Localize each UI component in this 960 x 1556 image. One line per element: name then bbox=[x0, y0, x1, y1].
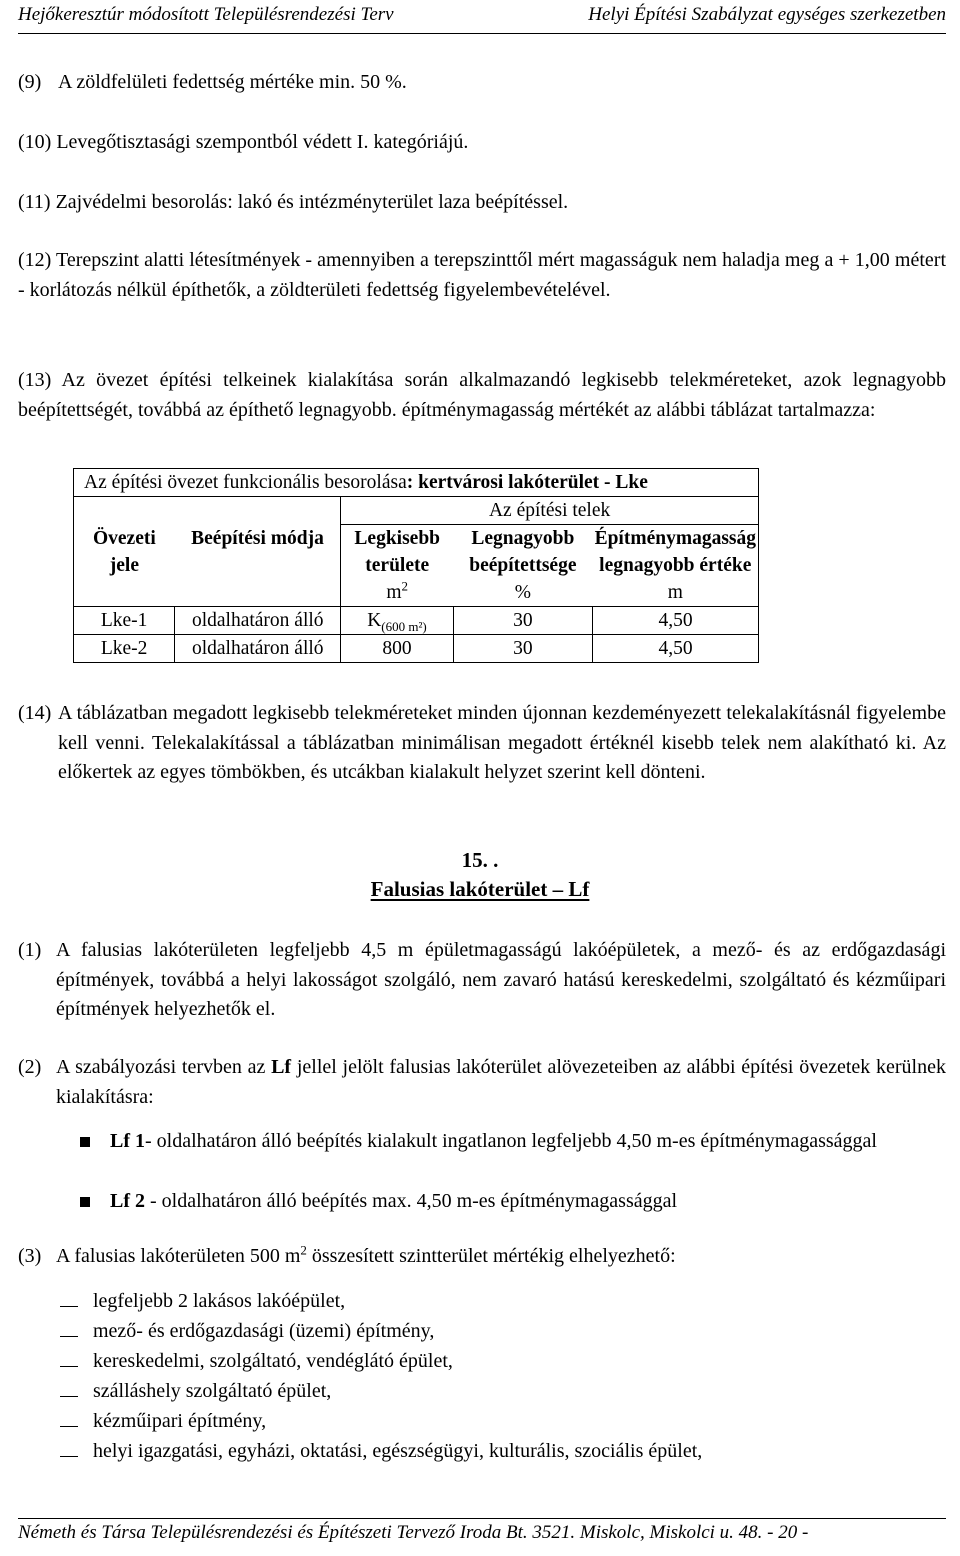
col-min-area: Legkisebb területe $m^2$ bbox=[341, 525, 453, 607]
col-build-mode: Beépítési módja bbox=[175, 525, 341, 607]
paragraph-number: (11) bbox=[18, 191, 51, 213]
list-item: legfeljebb 2 lakásos lakóépület, bbox=[60, 1286, 940, 1316]
paragraph-11 bbox=[18, 188, 946, 218]
list-item: Lf 1- oldalhatáron álló beépítés kialakult ingatlanon legfeljebb 4,50 m-es építménymagassággal bbox=[80, 1127, 946, 1157]
table-row: Lke-1 oldalhatáron álló $K_{(600 m^2)}$ 30 4,50 bbox=[74, 607, 759, 635]
footer-divider bbox=[18, 1518, 946, 1519]
dash-bullet-icon bbox=[60, 1406, 93, 1436]
lf-paragraph-1 bbox=[18, 936, 946, 1025]
paragraph-text: Levegőtisztasági szempontból védett I. kategóriájú. bbox=[56, 131, 469, 153]
list-item: Lf 2 - oldalhatáron álló beépítés max. 4,50 m-es építménymagassággal bbox=[80, 1187, 946, 1217]
dash-bullet-icon bbox=[60, 1436, 93, 1466]
paragraph-text: A szabályozási tervben az Lf jellel jelölt falusias lakóterület alövezeteiben az alábbi építési övezetek kerülnek kialakításra: bbox=[56, 1056, 946, 1108]
paragraph-14 bbox=[18, 699, 946, 788]
table-group-header: Az építési telek bbox=[341, 497, 759, 525]
paragraph-number: (10) bbox=[18, 131, 52, 153]
paragraph-text: A falusias lakóterületen legfeljebb 4,5 m épületmagasságú lakóépületek, a mező- és az erdőgazdasági építmények, továbbá a helyi lakosságot szolgáló, nem zavaró hatású kereskedelmi, szolgáltató és kézműipari építmények helyezhetők el. bbox=[56, 939, 946, 1020]
table-row: Lke-2 oldalhatáron álló 800 30 4,50 bbox=[74, 635, 759, 663]
paragraph-12: (12) Terepszint alatti létesítmények - amennyiben a terepszinttől mért magasságuk nem haladja meg a + 1,00 métert - korlátozás nélkül építhetők, a zöldterületi fedettség figyelembevételével. bbox=[18, 249, 946, 301]
paragraph-13: (13) Az övezet építési telkeinek kialakítása során alkalmazandó legkisebb telekméreteket, azok legnagyobb beépítettségét, továbbá az építhető legnagyobb. építménymagasság mértékét az alábbi táblázat tartalmazza: bbox=[18, 369, 946, 421]
paragraph-text: A zöldfelületi fedettség mértéke min. 50 %. bbox=[58, 71, 407, 93]
paragraph-number: (1) bbox=[18, 939, 42, 961]
section-number: 15. . bbox=[461, 848, 499, 872]
dash-bullet-icon bbox=[60, 1316, 93, 1346]
paragraph-10 bbox=[18, 128, 946, 158]
list-item: szálláshely szolgáltató épület, bbox=[60, 1376, 940, 1406]
header-right: Helyi Építési Szabályzat egységes szerkezetben bbox=[588, 4, 946, 25]
dash-bullet-icon bbox=[60, 1376, 93, 1406]
paragraph-number: (2) bbox=[18, 1056, 42, 1078]
square-bullet-icon bbox=[80, 1127, 110, 1157]
dash-bullet-icon bbox=[60, 1346, 93, 1376]
paragraph-text: A falusias lakóterületen 500 $m^2$ összesített szintterület mértékig elhelyezhető: bbox=[56, 1242, 676, 1267]
lf-paragraph-3 bbox=[18, 1242, 946, 1272]
square-bullet-icon bbox=[80, 1187, 110, 1217]
paragraph-number: (14) bbox=[18, 702, 52, 724]
col-zone-code: Övezeti jele bbox=[74, 525, 175, 607]
list-item: mező- és erdőgazdasági (üzemi) építmény, bbox=[60, 1316, 940, 1346]
list-item: kézműipari építmény, bbox=[60, 1406, 940, 1436]
header-divider bbox=[18, 33, 946, 34]
page-header bbox=[18, 4, 946, 30]
building-zone-table bbox=[73, 468, 759, 663]
paragraph-number: (3) bbox=[18, 1245, 42, 1267]
col-max-coverage: Legnagyobb beépítettsége % bbox=[453, 525, 592, 607]
section-title: Falusias lakóterület – Lf bbox=[370, 877, 590, 901]
lf-paragraph-2 bbox=[18, 1053, 946, 1112]
dash-bullet-icon bbox=[60, 1286, 93, 1316]
paragraph-text: A táblázatban megadott legkisebb telekméreteket minden újonnan kezdeményezett telekalakításnál figyelembe kell venni. Telekalakítással a táblázatban minimálisan megadott értéknél kisebb telek nem alakítható ki. Az előkertek az egyes tömbökben, és utcákban kialakult helyzet szerint kell dönteni. bbox=[58, 702, 946, 783]
paragraph-9 bbox=[18, 68, 946, 98]
header-left: Hejőkeresztúr módosított Településrendezési Terv bbox=[18, 4, 394, 25]
paragraph-number: (9) bbox=[18, 71, 42, 93]
list-item: helyi igazgatási, egyházi, oktatási, egészségügyi, kulturális, szociális épület, bbox=[60, 1436, 940, 1466]
table-title: Az építési övezet funkcionális besorolása: kertvárosi lakóterület - Lke bbox=[74, 469, 759, 497]
paragraph-text: Zajvédelmi besorolás: lakó és intézményterület laza beépítéssel. bbox=[55, 191, 569, 213]
col-max-height: Építménymagasság legnagyobb értéke m bbox=[593, 525, 759, 607]
list-item: kereskedelmi, szolgáltató, vendéglátó épület, bbox=[60, 1346, 940, 1376]
page-footer: Németh és Társa Településrendezési és Építészeti Tervező Iroda Bt. 3521. Miskolc, Miskolci u. 48. - 20 - bbox=[18, 1522, 809, 1543]
